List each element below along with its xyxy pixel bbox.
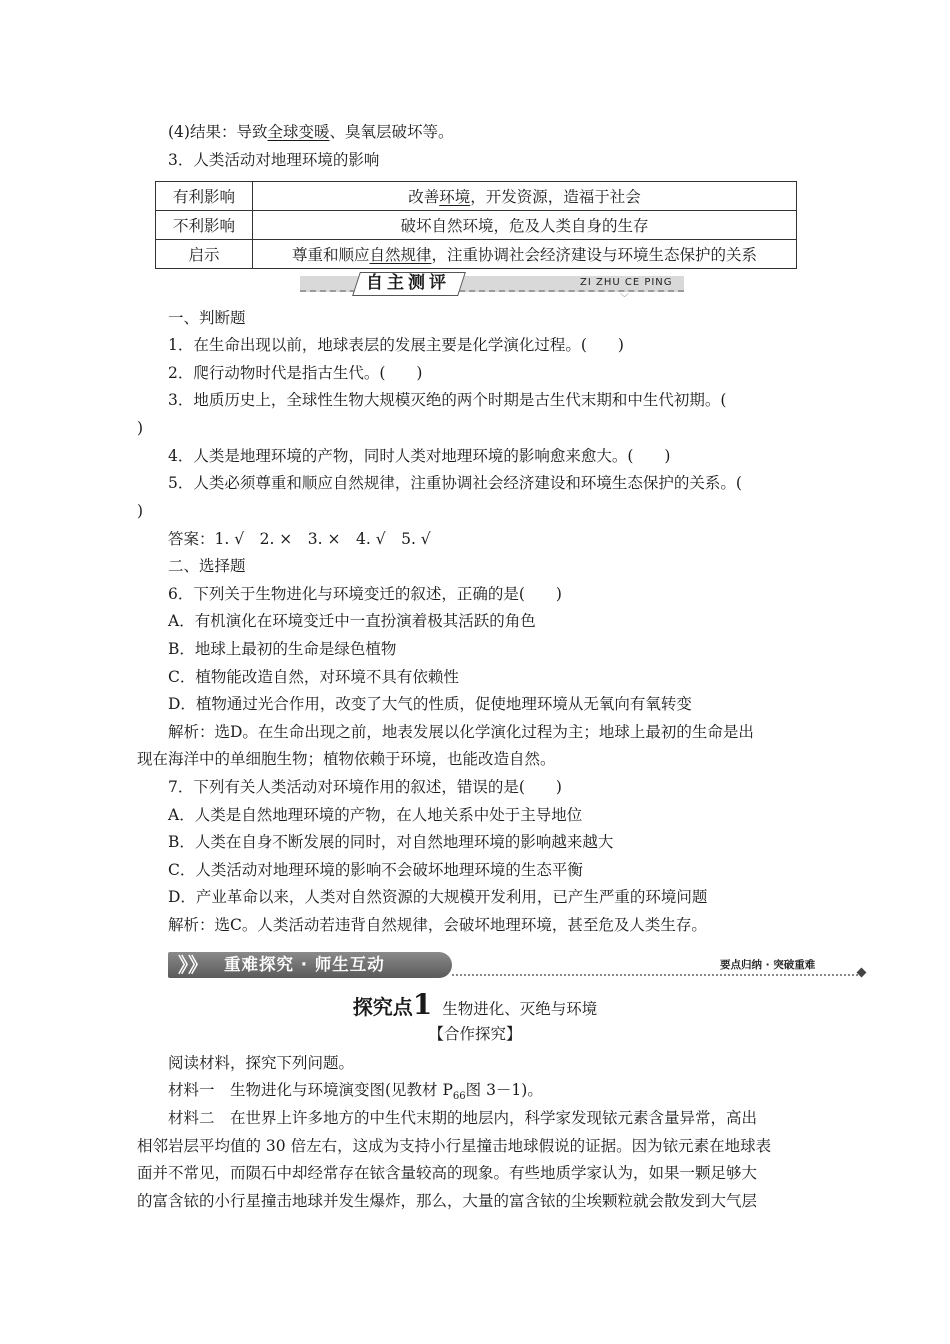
question-6-option-a: A．有机演化在环境变迁中一直扮演着极其活跃的角色 <box>168 612 536 630</box>
question-1: 1．在生命出现以前，地球表层的发展主要是化学演化过程。( ) <box>168 336 624 354</box>
cell-text: 改善 <box>408 188 440 206</box>
key-points-banner <box>168 952 868 982</box>
result-text-underlined: 全球变暖 <box>267 123 330 141</box>
cell-text: ，开发资源，造福于社会 <box>470 188 641 206</box>
question-3-line-1: 3．地质历史上，全球性生物大规模灭绝的两个时期是古生代末期和中生代初期。( <box>168 391 727 409</box>
section-3-heading: 3．人类活动对地理环境的影响 <box>168 151 380 169</box>
question-7-explanation: 解析：选C。人类活动若违背自然规律，会破坏地理环境，甚至危及人类生存。 <box>168 916 707 934</box>
cell-text-underlined: 环境 <box>439 188 471 206</box>
table-row <box>156 240 797 269</box>
question-7-option-c: C．人类活动对地理环境的影响不会破坏地理环境的生态平衡 <box>168 861 583 879</box>
result-line <box>168 119 858 146</box>
question-6-option-c: C．植物能改造自然，对环境不具有依赖性 <box>168 668 459 686</box>
cell-text: 破坏自然环境，危及人类自身的生存 <box>400 217 649 235</box>
judge-answers: 答案：1. √ 2. × 3. × 4. √ 5. √ <box>168 530 431 548</box>
question-4: 4．人类是地理环境的产物，同时人类对地理环境的影响愈来愈大。( ) <box>168 447 671 465</box>
judge-heading: 一、判断题 <box>168 309 246 327</box>
material-2-line-3: 面并不常见，而陨石中却经常存在铱含量较高的现象。有些地质学家认为，如果一颗足够大 <box>137 1164 758 1182</box>
question-6-option-d: D．植物通过光合作用，改变了大气的性质，促使地理环境从无氧向有氧转变 <box>168 695 692 713</box>
banner-slogan: 要点归纳 · 突破重难 <box>720 959 816 971</box>
table-cell <box>253 182 797 211</box>
banner-title: 自主测评 <box>366 273 450 293</box>
chevron-down-icon: ﹀ <box>620 294 630 304</box>
question-2: 2．爬行动物时代是指古生代。( ) <box>168 364 423 382</box>
table-row-label: 不利影响 <box>156 211 253 240</box>
material-2-line-1: 材料二 在世界上许多地方的中生代末期的地层内，科学家发现铱元素含量异常，高出 <box>168 1109 758 1127</box>
section-label: 探究点 <box>352 995 413 1019</box>
question-5-line-1: 5．人类必须尊重和顺应自然规律，注重协调社会经济建设和环境生态保护的关系。( <box>168 474 742 492</box>
question-7-option-a: A．人类是自然地理环境的产物，在人地关系中处于主导地位 <box>168 806 583 824</box>
table-row <box>156 182 797 211</box>
section-number: 1 <box>412 988 433 1021</box>
cell-text-underlined: 自然规律 <box>369 246 432 264</box>
question-6-explanation-1: 解析：选D。在生命出现之前，地表发展以化学演化过程为主；地球上最初的生命是出 <box>168 723 754 741</box>
banner-title: 重难探究 · 师生互动 <box>224 955 385 974</box>
result-text-2: 、臭氧层破坏等。 <box>329 123 454 141</box>
material-1-text-end: 图 3－1)。 <box>465 1081 543 1099</box>
double-chevron-right-icon: 》》 <box>178 953 208 977</box>
material-1-text: 材料一 生物进化与环境演变图(见教材 P <box>168 1081 453 1099</box>
table-row-label: 有利影响 <box>156 182 253 211</box>
table-cell <box>253 240 797 269</box>
table-row <box>156 211 797 240</box>
question-7-option-b: B．人类在自身不断发展的同时，对自然地理环境的影响越来越大 <box>168 833 614 851</box>
section-subtitle: 生物进化、灭绝与环境 <box>442 1000 598 1018</box>
question-7-option-d: D．产业革命以来，人类对自然资源的大规模开发利用，已产生严重的环境问题 <box>168 888 708 906</box>
material-2-line-4: 的富含铱的小行星撞击地球并发生爆炸，那么，大量的富含铱的尘埃颗粒就会散发到大气层 <box>137 1192 758 1210</box>
result-text-1: (4)结果：导致 <box>168 123 268 141</box>
choice-heading: 二、选择题 <box>168 557 246 575</box>
material-1-page-sub: 66 <box>452 1091 466 1103</box>
cooperative-heading: 【合作探究】 <box>428 1025 522 1043</box>
banner-dotted-rule <box>452 974 862 976</box>
cell-text: ，注重协调社会经济建设与环境生态保护的关系 <box>431 246 758 264</box>
question-6-option-b: B．地球上最初的生命是绿色植物 <box>168 640 397 658</box>
question-7: 7．下列有关人类活动对环境作用的叙述，错误的是( ) <box>168 778 562 796</box>
cell-text: 尊重和顺应 <box>291 246 370 264</box>
reading-intro: 阅读材料，探究下列问题。 <box>168 1054 355 1072</box>
table-row-label: 启示 <box>156 240 253 269</box>
table-cell <box>253 211 797 240</box>
question-5-line-2: ) <box>137 502 144 520</box>
self-test-banner <box>300 272 684 304</box>
banner-pinyin: ZI ZHU CE PING <box>580 277 673 288</box>
question-3-line-2: ) <box>137 419 144 437</box>
section-title <box>0 988 950 1021</box>
question-6: 6．下列关于生物进化与环境变迁的叙述，正确的是( ) <box>168 585 562 603</box>
material-2-line-2: 相邻岩层平均值的 30 倍左右，这成为支持小行星撞击地球假说的证据。因为铱元素在地球表 <box>137 1137 772 1155</box>
question-6-explanation-2: 现在海洋中的单细胞生物；植物依赖于环境，也能改造自然。 <box>137 750 556 768</box>
human-impact-table <box>155 181 797 269</box>
